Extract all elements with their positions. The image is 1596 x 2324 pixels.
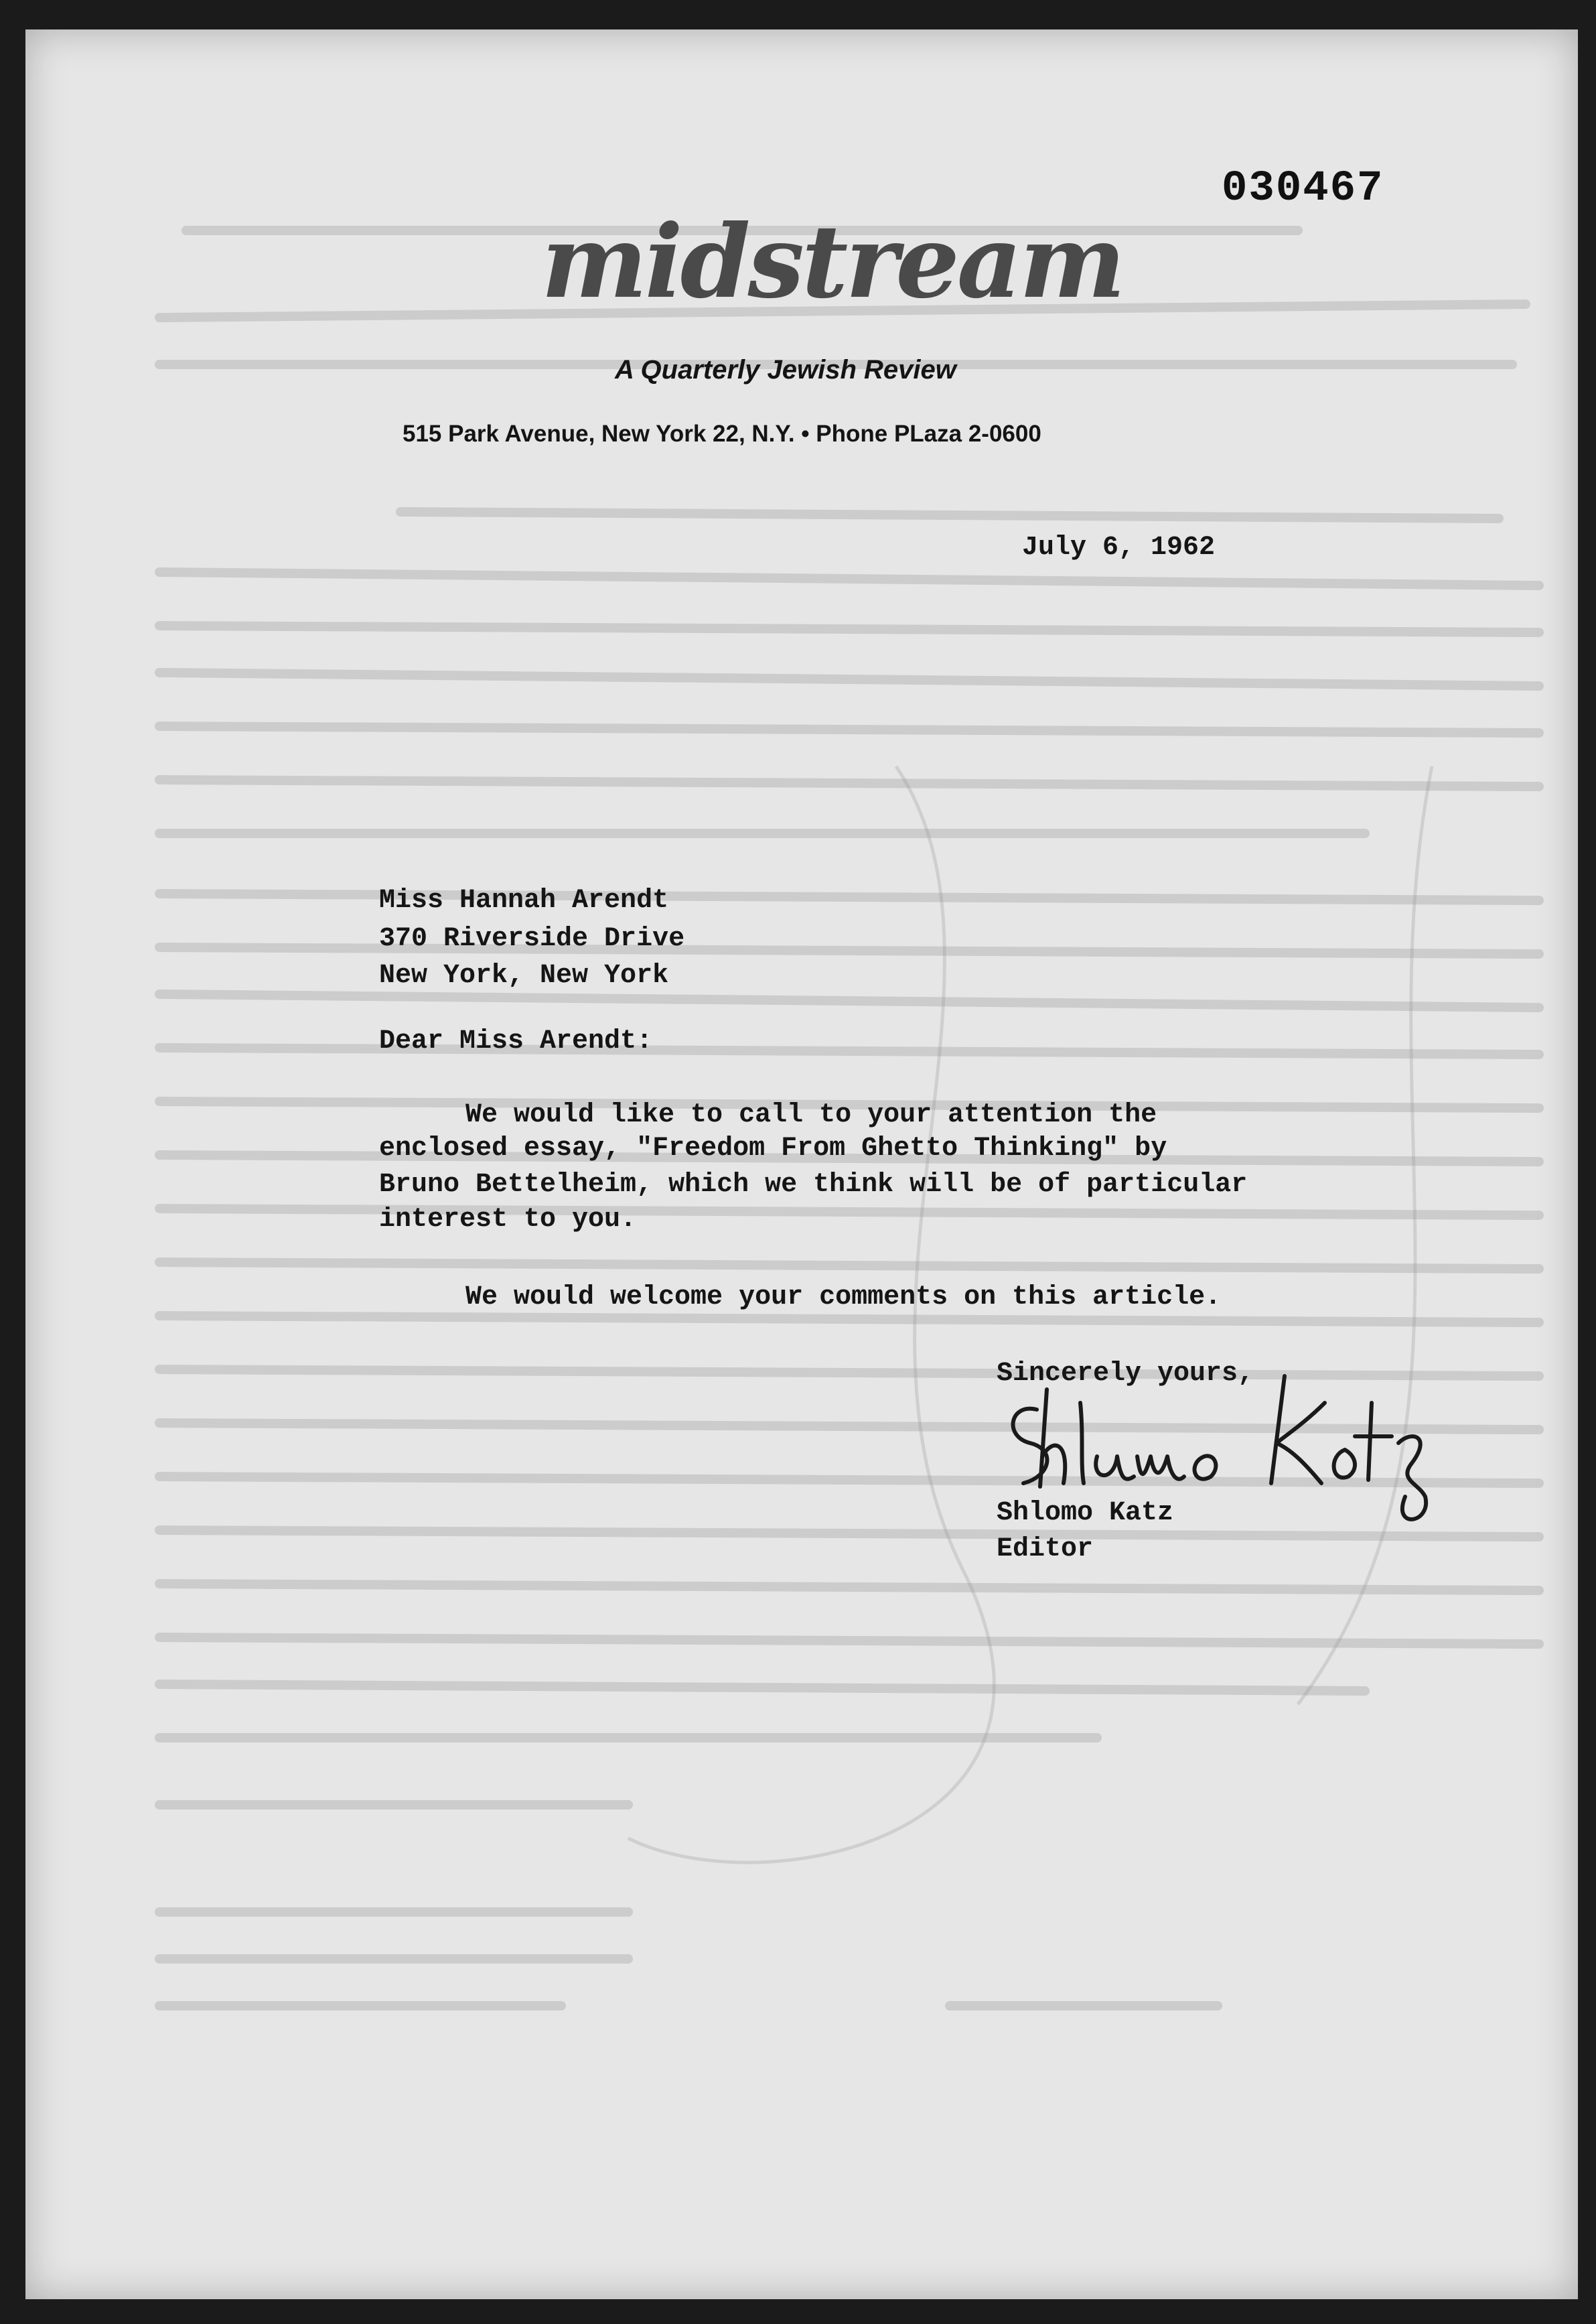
complimentary-closing: Sincerely yours,	[997, 1359, 1254, 1389]
salutation: Dear Miss Arendt:	[379, 1026, 653, 1056]
recipient-city: New York, New York	[379, 961, 669, 991]
body-line: enclosed essay, "Freedom From Ghetto Thinking" by	[379, 1134, 1167, 1164]
masthead-logo: midstream	[541, 203, 1123, 321]
letterhead-address: 515 Park Avenue, New York 22, N.Y. • Phone PLaza 2-0600	[403, 421, 1041, 447]
recipient-name: Miss Hannah Arendt	[379, 886, 669, 916]
letter-page	[25, 29, 1578, 2299]
body-line: We would welcome your comments on this article.	[465, 1282, 1222, 1312]
signer-title: Editor	[997, 1534, 1094, 1564]
masthead-tagline: A Quarterly Jewish Review	[615, 355, 956, 385]
body-line: Bruno Bettelheim, which we think will be of particular	[379, 1170, 1248, 1200]
recipient-street: 370 Riverside Drive	[379, 924, 685, 954]
body-line: interest to you.	[379, 1205, 637, 1235]
body-line: We would like to call to your attention the	[465, 1100, 1157, 1130]
signer-name: Shlomo Katz	[997, 1498, 1174, 1528]
letter-date: July 6, 1962	[1022, 533, 1216, 563]
document-number: 030467	[1222, 165, 1384, 213]
